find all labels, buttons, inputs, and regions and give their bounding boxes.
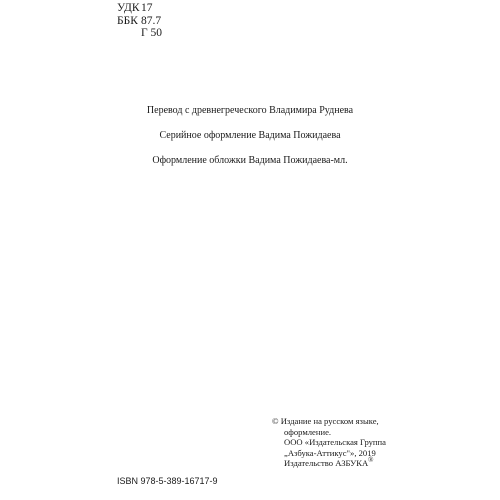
copyright-block [272, 416, 386, 469]
author-mark-row [117, 27, 162, 40]
udk-value: 17 [141, 2, 153, 14]
copyright-symbol: © [272, 416, 279, 426]
classification-codes [117, 2, 162, 40]
series-design-credit: Серийное оформление Вадима Пожидаева [159, 130, 341, 141]
copyright-line-2: оформление. [284, 426, 332, 437]
translation-credit: Перевод с древнегреческого Владимира Руднева [146, 105, 354, 116]
copyright-line-5 [272, 458, 386, 469]
bbk-label: ББК [117, 14, 138, 27]
copyright-line-1 [272, 416, 386, 427]
cover-design-credit: Оформление обложки Вадима Пожидаева-мл. [152, 155, 348, 166]
copyright-line-4: „Азбука-Аттикус"», 2019 [284, 447, 376, 458]
bbk-value: 87.7 [141, 14, 162, 27]
publisher-name: Издательство АЗБУКА [284, 458, 369, 469]
udk-label: УДК [117, 2, 140, 14]
credits-block [0, 104, 500, 179]
isbn: ISBN 978-5-389-16717-9 [117, 476, 218, 486]
author-mark: Г 50 [141, 27, 163, 39]
copyright-text-1: Издание на русском языке, [280, 416, 379, 426]
udk-row [117, 2, 162, 15]
copyright-line-3: ООО «Издательская Группа [284, 437, 386, 448]
bbk-row [117, 15, 162, 28]
registered-mark: ® [368, 456, 374, 465]
